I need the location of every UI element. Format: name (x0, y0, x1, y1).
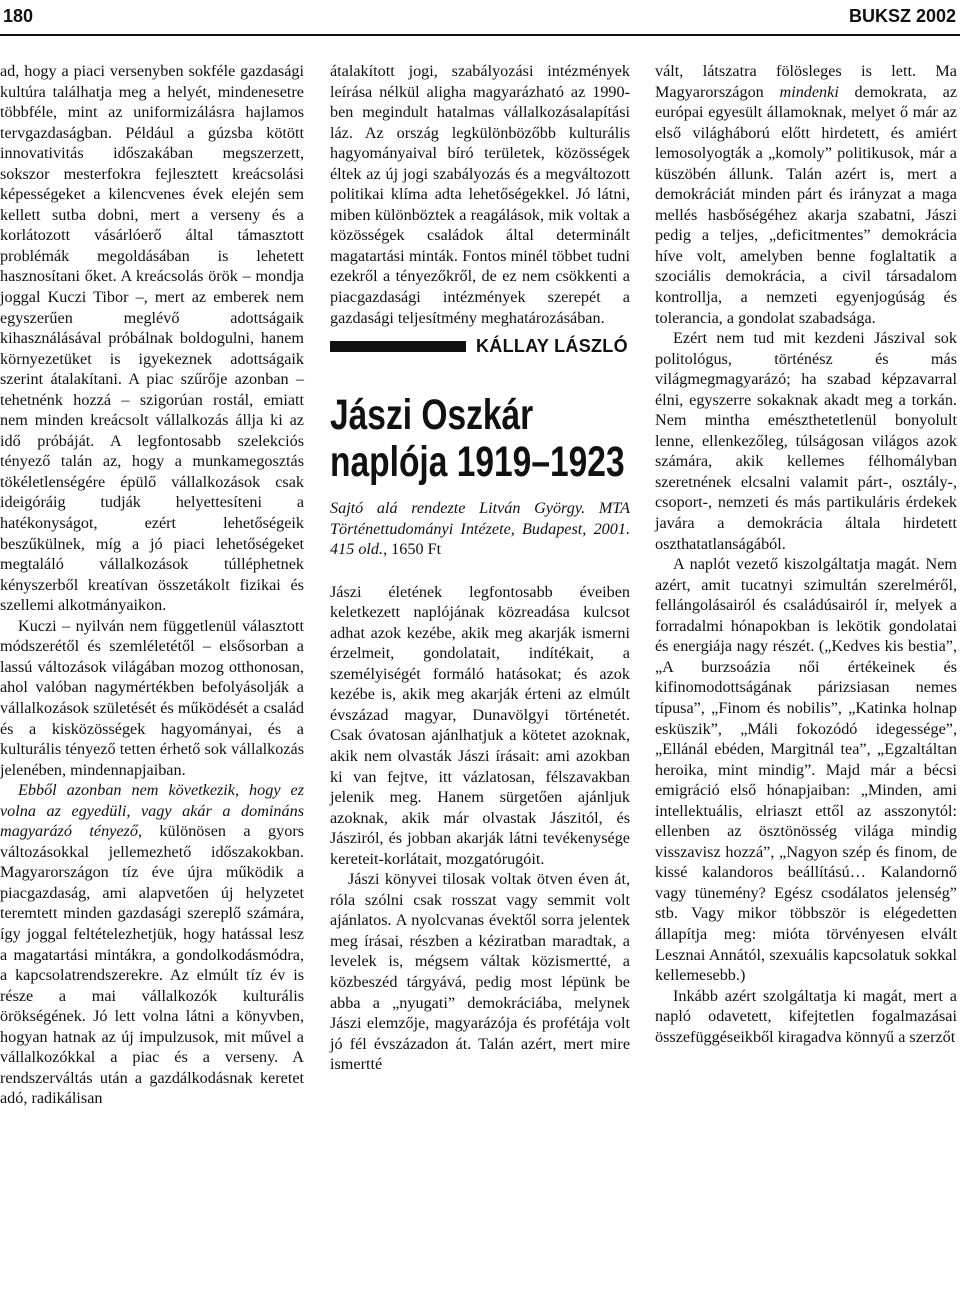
paragraph: Jászi életének legfontosabb éveiben keletkezett naplójának közreadása kulcsot adhat azok kezébe, akik meg akarják ismerni érzelmeit, gondolatait, indítékait, a személyiségét formáló hatásokat; és azok kezébe is, akik meg akarják érteni az elmúlt évszázad magyar, Dunavölgyi történetét. Csak óvatosan ajánlhatjuk a kötetet azoknak, akik nem olvasták Jászi írásait: ami azokban ki van fejtve, itt vázlatosan, félszavakban jelenik meg. Hanem sürgetően ajánljuk azoknak, akik már olvastak Jászitól, és Jásziról, és jobban akarják látni tevékenysége kereteit-korlátait, mozgatórugóit. (330, 582, 630, 868)
column-1 (0, 61, 304, 1109)
italic-text: Ebből azonban nem következik, hogy ez volna az egyedüli, vagy akár a domináns magyarázó tényező (0, 781, 304, 841)
page-header (0, 0, 960, 36)
page-number: 180 (3, 6, 34, 26)
paragraph (655, 61, 957, 328)
author-bar (330, 341, 466, 352)
review-author (330, 334, 630, 358)
book-info (330, 498, 630, 560)
author-name: KÁLLAY LÁSZLÓ (476, 335, 628, 356)
paragraph: ad, hogy a piaci versenyben sokféle gazdasági kultúra találhatja meg a helyét, mindenesetre többféle, mint az uniformizálásra hajlamos tervgazdaságban. Például a gúzsba kötött innovativitás időszakában megszerzett, sokszor mesterfokra fejlesztett kreácsolási képességeket a kilencvenes évek elején sem kellett sutba dobni, mert a verseny és a korlátozott vásárlóerő által támasztott problémák megoldásában is lehetett hasznosítani őket. A kreácsolás örök – mondja joggal Kuczi Tibor –, mert az emberek nem egyszerűen meglévő adottságaik kihasználásával próbálnak boldogulni, hanem környezetüket is igyekeznek adottságaik szerint átalakítani. A piac szűrője azonban – tehetnénk hozzá – szigorúan rostál, emiatt nem minden kreácsolt vállalkozás állja ki az idő próbáját. A legfontosabb szelekciós tényező talán az, hogy a munkamegosztás tökéletlenségére épülő vállalkozások csak ideigóráig tudják helyettesíteni a hatékonyságot, ezért lehetőségeik beszűkülnek, míg a jó piaci lehetőségeket megtaláló vállalkozások túlléphetnek kényszerből kreatívan összetákolt fizikai és szellemi alkotmányaikon. (0, 62, 304, 615)
text-span: , különösen a gyors változásokkal jellemezhető időszakokban. Magyarországon tíz éve újra működik a piacgazdaság, ami alapvetően új helyzetet teremtett minden gazdasági szereplő számára, így joggal feltételezhetjük, hogy hatással lesz a magatartási mintákra, a gondolkodásmódra, a kapcsolatrendszerekre. Az elmúlt tíz év is része a mai vállalkozók kulturális örökségének. Jó lett volna látni a könyvben, hogyan hatnak az új impulzusok, mit művel a vállalkozókkal a piac és a verseny. A rendszerváltás után a gazdálkodásnak keretet adó, radikálisan (0, 822, 305, 1108)
book-price: , 1650 Ft (383, 540, 442, 559)
header-rule (0, 34, 960, 36)
paragraph: átalakított jogi, szabályozási intézmények leírása nélkül aligha magyarázható az 1990-ben megindult hatalmas vállalkozásalapítási láz. Az ország legkülönbözőbb kulturális hagyományaival bíró területek, közösségek éltek az új jogi szabályozás és a megváltozott politikai klíma adta lehetőségekkel. Jó látni, miben különböztek a reagálások, mik voltak a közösségek családok által determinált magatartási minták. Fontos minél többet tudni ezekről a tényezőkről, de ez nem csökkenti a piacgazdasági intézmények szerepét a gazdasági teljesítmény meghatározásában. (330, 62, 630, 327)
column-3 (655, 61, 957, 1047)
paragraph: Ezért nem tud mit kezdeni Jászival sok politológus, történész és más világmegmagyarázó; ha szabad képzavarral élni, egyszerre sokaknak akadt meg a torkán. Nem mintha emészthetetlenül bonyolult lenne, ellenkezőleg, túlságosan világos azok számára, akik kellemes félhomályban szeretnének elcsalni valamit párt-, osztály-, csoport-, nemzeti és más partikuláris érdekek javára a demokrácia általa hirdetett oszthatatlanságából. (655, 329, 957, 553)
paragraph: Kuczi – nyilván nem függetlenül választott módszerétől és szemléletétől – elsősorban a lassú változások világában mozog otthonosan, ahol valóban nagymértékben befolyásolják a vállalkozások születését és működését a család és a kisközösségek hagyományai, és a kulturális tényező tetten érhető sok vállalkozás jelenében, mindennapjaiban. (0, 616, 304, 779)
journal-title: BUKSZ 2002 (848, 6, 956, 26)
text-span: demokrata, az európai egyesült államoknak, melyet ő már az első világháború előtt hirdetett, és amiért lemosolyogták a „komoly” politikusok, már a küszöbén állunk. Talán azért is, mert a demokráciát minden párt és irányzat a maga mellés hasbőségéhez akarja szabatni, Jászi pedig a teljes, „deficitmentes” demokrácia híve volt, amelyben benne foglaltatik a szociális demokrácia, a civil társadalom kontrollja, a nemzeti egyenjogúság és tolerancia, a gondolat szabadsága. (655, 82, 958, 327)
book-title-line-2: naplója 1919–1923 (330, 438, 625, 487)
book-title (330, 391, 625, 487)
paragraph: Jászi könyvei tilosak voltak ötven éven át, róla szólni csak rosszat vagy semmit volt ajánlatos. A nyolcvanas évektől sorra jelentek meg írásai, részben a kéziratban maradtak, a levelek is, mégsem váltak közismertté, a közbeszéd tárgyává, pedig most lépünk be abba a „nyugati” demokráciába, melynek Jászi elemzője, magyarázója és profétája volt jó fél évszázadon át. Talán azért, mert mire ismertté (330, 870, 630, 1074)
paragraph: Inkább azért szolgáltatja ki magát, mert a napló odavetett, kifejtetlen fogalmazásai összefüggéseikből kiragadva könnyű a szerzőt (655, 986, 957, 1046)
text-span: vált, látszatra fölösleges is lett. Ma Magyarországon (655, 62, 957, 101)
book-title-line-1: Jászi Oszkár (330, 391, 534, 440)
italic-text: mindenki (779, 82, 839, 101)
paragraph: A naplót vezető kiszolgáltatja magát. Nem azért, amit tucatnyi szimultán szerelméről, fellángolásairól és családúsairól ír, melyek a forradalmi hónapokban is lekötik gondolatai és energiája nagy részét. („Kedves kis bestia”, „A burzsoázia női értékeinek és kifinomodottságának párizsiasan nemes típusa”, „Finom és nobilis”, „Katinka holnap esküszik”, „Máli fokozódó idegessége”, „Ellánál ebéden, Margitnál tea”, „Egzaltáltan heroika, mint mindig”. Majd már a bécsi emigráció első hónapjaiban: „Minden, ami intellektuális, elriaszt ettől az asszonytól: ellenben az ösztönösség világa mindig visszavisz hozzá”, „Nagyon szép és finom, de kissé kalandoros beállítású… Kalandornő vagy tünemény? Egész csodálatos jelenség” stb. Vagy mikor többször is elégedetten állapítja meg: mióta törvényesen elvált Lesznai Annától, szexuális kapcsolatuk sokkal kellemesebb.) (655, 555, 957, 985)
column-2 (330, 61, 630, 1075)
book-info-italic: Sajtó alá rendezte Litván György. MTA Történettudományi Intézete, Budapest, 2001. 415 old. (330, 499, 630, 559)
paragraph (0, 780, 304, 1109)
